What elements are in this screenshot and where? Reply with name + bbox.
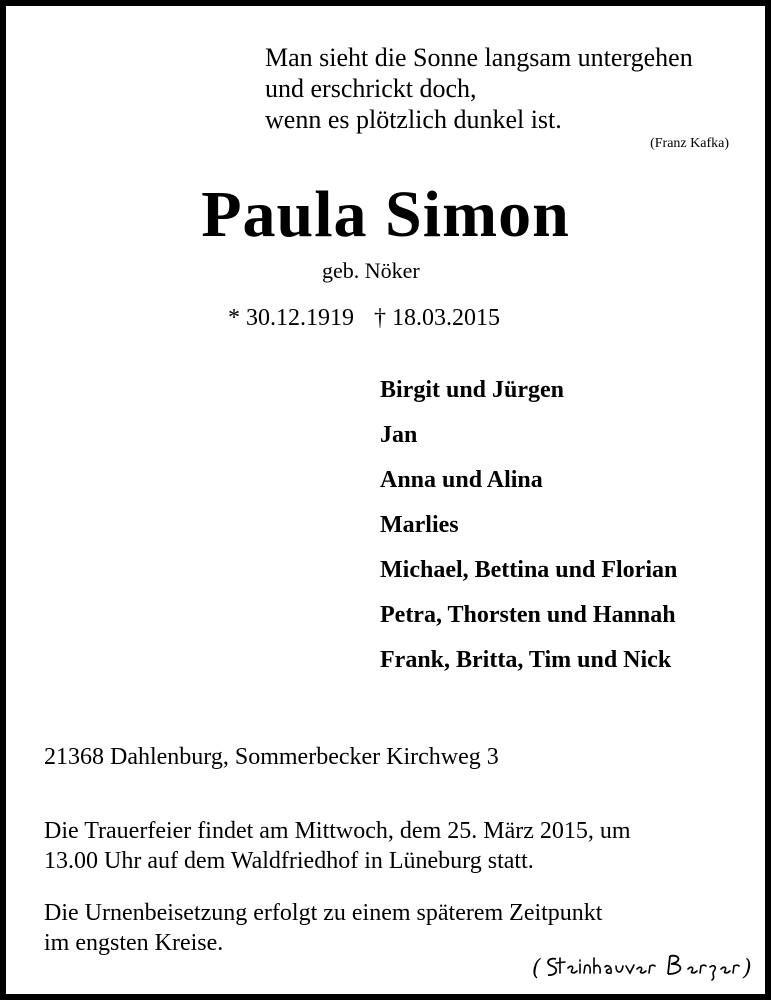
- funeral-notice-line-1: Die Trauerfeier findet am Mittwoch, dem 25. März 2015, um: [44, 818, 631, 844]
- mourner-entry: Michael, Bettina und Florian: [380, 557, 678, 583]
- quote-line-2: und erschrickt doch,: [265, 74, 477, 103]
- quote-line-3: wenn es plötzlich dunkel ist.: [265, 105, 562, 134]
- maiden-name: geb. Nöker: [322, 258, 420, 283]
- funeral-notice-line-2: 13.00 Uhr auf dem Waldfriedhof in Lüneburg statt.: [44, 848, 534, 874]
- mourners-list: [380, 372, 677, 687]
- mourner-entry: Marlies: [380, 512, 459, 538]
- family-address: 21368 Dahlenburg, Sommerbecker Kirchweg 3: [44, 744, 499, 770]
- svg-text:): ): [743, 956, 752, 981]
- death-date: † 18.03.2015: [374, 305, 500, 331]
- funeral-home-signature: [530, 950, 755, 984]
- mourner-entry: Birgit und Jürgen: [380, 377, 565, 403]
- quote-line-1: Man sieht die Sonne langsam untergehen: [265, 43, 693, 72]
- mourner-entry: Petra, Thorsten und Hannah: [380, 602, 676, 628]
- mourner-entry: Frank, Britta, Tim und Nick: [380, 647, 672, 673]
- funeral-notice: [44, 816, 631, 876]
- kafka-quote: [265, 42, 693, 135]
- life-dates: [228, 305, 500, 332]
- mourner-entry: Jan: [380, 422, 418, 448]
- urn-notice-line-2: im engsten Kreise.: [44, 930, 224, 956]
- quote-author: (Franz Kafka): [650, 136, 729, 151]
- urn-notice-line-1: Die Urnenbeisetzung erfolgt zu einem späterem Zeitpunkt: [44, 900, 603, 926]
- birth-date: * 30.12.1919: [228, 305, 354, 331]
- svg-text:(: (: [532, 956, 541, 981]
- signature-logo: [530, 950, 755, 984]
- urn-burial-notice: [44, 898, 602, 958]
- deceased-name: Paula Simon: [201, 178, 570, 251]
- mourner-entry: Anna und Alina: [380, 467, 543, 493]
